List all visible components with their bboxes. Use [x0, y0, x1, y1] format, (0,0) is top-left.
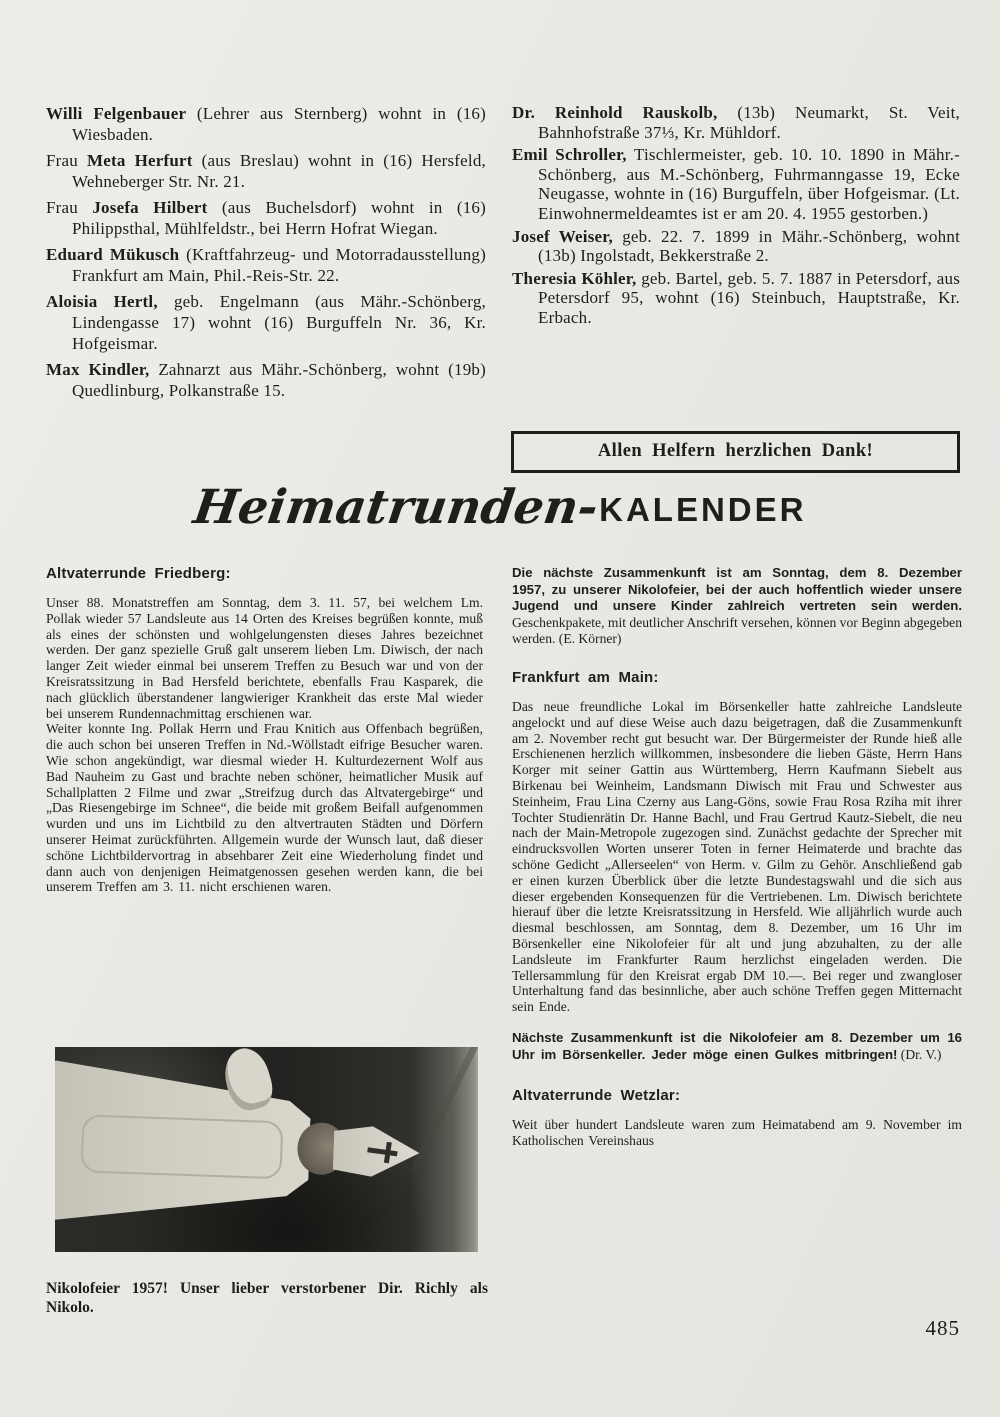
- entry-person-name: Meta Herfurt: [87, 151, 193, 170]
- entry-person-name: Dr. Reinhold Rauskolb,: [512, 103, 718, 122]
- wetzlar-paragraph: Weit über hundert Landsleute waren zum Heimatabend am 9. November im Katholischen Vereinshaus: [512, 1117, 962, 1148]
- directory-entry: [512, 145, 960, 223]
- thanks-text: Allen Helfern herzlichen Dank!: [597, 441, 874, 461]
- page-number: 485: [925, 1316, 960, 1340]
- directory-entry: [46, 103, 486, 145]
- nikolaus-robe: [55, 1055, 312, 1234]
- heading-friedberg: Altvaterrunde Friedberg:: [46, 565, 231, 582]
- entry-details: Tischlermeister, geb. 10. 10. 1890 in Mähr.-Schönberg, aus M.-Schönberg, Fuhrmanngasse 19, Ecke Neugasse, wohnte in (16) Burguffeln, über Hofgeismar. (Lt. Einwohnermeldeamtes ist er am 20. 4. 1955 gestorben.): [538, 145, 960, 223]
- article-column-left: [46, 565, 483, 895]
- next-meeting-note: [512, 1030, 962, 1063]
- cross-icon: [367, 1147, 397, 1156]
- entry-details: geb. Bartel, geb. 5. 7. 1887 in Petersdorf, aus Petersdorf 95, wohnt (16) Steinbuch, Hauptstraße, Kr. Erbach.: [538, 268, 961, 327]
- entry-person-name: Emil Schroller,: [512, 145, 627, 165]
- section-header: [0, 480, 1000, 535]
- entry-prefix: Frau: [46, 198, 93, 217]
- article-column-right: [512, 565, 962, 1149]
- entry-details: (Lehrer aus Sternberg) wohnt in (16) Wiesbaden.: [72, 104, 486, 144]
- entry-details: (Kraftfahrzeug- und Motorradausstellung) Frankfurt am Main, Phil.-Reis-Str. 22.: [72, 245, 486, 285]
- header-caps-text: KALENDER: [599, 491, 807, 528]
- entry-details: Zahnarzt aus Mähr.-Schönberg, wohnt (19b) Quedlinburg, Polkanstraße 15.: [72, 360, 486, 400]
- nikolofeier-announcement: [512, 565, 962, 648]
- frankfurt-paragraph: Das neue freundliche Lokal im Börsenkeller hatte zahlreiche Landsleute angelockt und auf diese Weise auch dazu beigetragen, daß die Zusammenkunft am 2. November recht gut besucht war. Der Bürgermeister der Runde hieß alle Erschienenen herzlich willkommen, insbesondere die lieben Gäste, Herrn Hans Korger mit seiner Gattin aus Württemberg, Herrn Kaufmann Siebelt aus Birkenau bei Weinheim, Landsmann Diwisch mit Frau und Schwester aus Steinheim, Frau Lina Czerny aus Lang-Göns, sowie Frau Rosa Rziha mit ihrer Tochter Studienrätin Dr. Hanne Bachl, und Frau Gertrud Kautz-Siebelt, die neu nach der Main-Metropole zugezogen sind. Zunächst gedachte der Sprecher mit eindrucksvollen Worten unserer Toten in ferner Heimaterde und brachte das schöne Gedicht „Allerseelen“ von Herm. v. Gilm zu Gehör. Anschließend gab er einen kurzen Überblick über die letzte Bundestagswahl und die sich aus dieser ergebenden Konsequenzen für die Vertriebenen. Lm. Diwisch berichtete hierauf über die letzte Kreisratssitzung in Hersfeld. Wie alljährlich wurde auch diesmal beschlossen, am Sonntag, dem 8. Dezember, um 16 Uhr im Börsenkeller eine Nikolofeier für alt und jung abzuhalten, zu der alle Landsleute im Frankfurter Raum herzlichst eingeladen werden. Die Tellersammlung für den Kreisrat ergab DM 10.—. Bei reger und zwangloser Unterhaltung fand das besinnliche, aber auch schöne Treffen gegen Mitternacht sein Ende.: [512, 698, 962, 1015]
- directory-column-left: [46, 103, 486, 406]
- friedberg-paragraph-1: Unser 88. Monatstreffen am Sonntag, dem 3. 11. 57, bei welchem Lm. Pollak wieder 57 Landsleute aus 14 Orten des Kreises begrüßen konnte, muß als eines der schönsten und wohlgelungensten dieses Jahres bezeichnet werden. Der ganz spezielle Gruß galt unserem lieben Lm. Diwisch, der nach langer Zeit wieder einmal bei unserem Treffen zu Besuch war und von der Kreisratssitzung in Bad Hersfeld berichtete, ebenfalls Frau Kasparek, die nach glücklich überstandener langwieriger Krankheit das erste Mal wieder bei unserem Rundennachmittag erschienen war.: [46, 595, 483, 721]
- entry-person-name: Max Kindler,: [46, 360, 150, 379]
- header-script-text: Heimatrunden-: [189, 480, 601, 535]
- directory-entry: [46, 244, 486, 286]
- entry-details: (aus Buchelsdorf) wohnt in (16) Philippsthal, Mühlfeldstr., bei Herrn Hofrat Wiegan.: [72, 198, 486, 238]
- entry-person-name: Josefa Hilbert: [92, 198, 208, 217]
- photo-caption: Nikolofeier 1957! Unser lieber verstorbener Dir. Richly als Nikolo.: [46, 1279, 488, 1316]
- next-meeting-rest: (Dr. V.): [897, 1046, 942, 1062]
- directory-entry: [512, 269, 960, 328]
- nikolaus-figure: [55, 1055, 420, 1238]
- entry-person-name: Willi Felgenbauer: [46, 104, 187, 123]
- directory-entry: [46, 150, 486, 192]
- announcement-bold: Die nächste Zusammenkunft ist am Sonntag, dem 8. Dezember 1957, zu unserer Nikolofeier, bei der auch hoffentlich wieder unsere Jugend und unsere Kinder zahlreich vertreten sein werden.: [512, 565, 962, 614]
- next-meeting-bold: Nächste Zusammenkunft ist die Nikolofeier am 8. Dezember um 16 Uhr im Börsenkeller. Jeder möge einen Gulkes mitbringen!: [512, 1029, 962, 1062]
- mitre-icon: [332, 1113, 421, 1190]
- heading-wetzlar: Altvaterrunde Wetzlar:: [512, 1087, 681, 1105]
- friedberg-paragraph-2: Weiter konnte Ing. Pollak Herrn und Frau Knitich aus Offenbach begrüßen, die auch schon bei unseren Treffen in Nd.-Wöllstadt eifrige Besucher waren. Wie schon angekündigt, war diesmal wieder H. Kulturdezernent Wolf aus Bad Nauheim zu Gast und brachte neben schöner, heimatlicher Musik auf Schallplatten 2 Filme und zwar „Streifzug durch das Altvatergebirge“ und „Das Riesengebirge im Schnee“, die beide mit großem Beifall aufgenommen wurden und uns im Lichtbild zu den altvertrauten Städten und Dörfern unserer Heimat zurückführten. Allgemein wurde der Wunsch laut, daß dieser schöne Lichtbildervortrag in absehbarer Zeit eine Wiederholung findet und dann auch von denjenigen Heimatgenossen gesehen werden kann, die bei unserem Treffen am 3. 11. nicht erschienen waren.: [46, 721, 483, 895]
- heading-frankfurt: Frankfurt am Main:: [512, 668, 659, 686]
- entry-details: geb. Engelmann (aus Mähr.-Schönberg, Lindengasse 17) wohnt (16) Burguffeln Nr. 36, Kr. Hofgeismar.: [72, 292, 487, 353]
- directory-column-right: [512, 103, 960, 331]
- photo-nikolofeier: [55, 1047, 478, 1252]
- entry-prefix: Frau: [46, 151, 87, 170]
- directory-entry: [512, 227, 960, 266]
- thanks-box: [511, 431, 960, 473]
- announcement-rest: Geschenkpakete, mit deutlicher Anschrift versehen, können vor Beginn abgegeben werden. (E. Körner): [512, 614, 962, 647]
- directory-entry: [46, 197, 486, 239]
- entry-person-name: Aloisia Hertl,: [46, 292, 158, 311]
- robe-trim-line: [80, 1114, 283, 1179]
- entry-details: geb. 22. 7. 1899 in Mähr.-Schönberg, wohnt (13b) Ingolstadt, Bekkerstraße 2.: [538, 226, 960, 266]
- entry-person-name: Josef Weiser,: [512, 226, 613, 246]
- rope-detail: [410, 1047, 478, 1173]
- directory-entry: [46, 291, 486, 354]
- entry-person-name: Theresia Köhler,: [512, 268, 637, 288]
- directory-entry: [46, 359, 486, 401]
- entry-details: (13b) Neumarkt, St. Veit, Bahnhofstraße 37⅓, Kr. Mühldorf.: [538, 103, 960, 142]
- entry-details: (aus Breslau) wohnt in (16) Hersfeld, Wehneberger Str. Nr. 21.: [72, 151, 486, 191]
- directory-entry: [512, 103, 960, 142]
- entry-person-name: Eduard Mükusch: [46, 245, 180, 264]
